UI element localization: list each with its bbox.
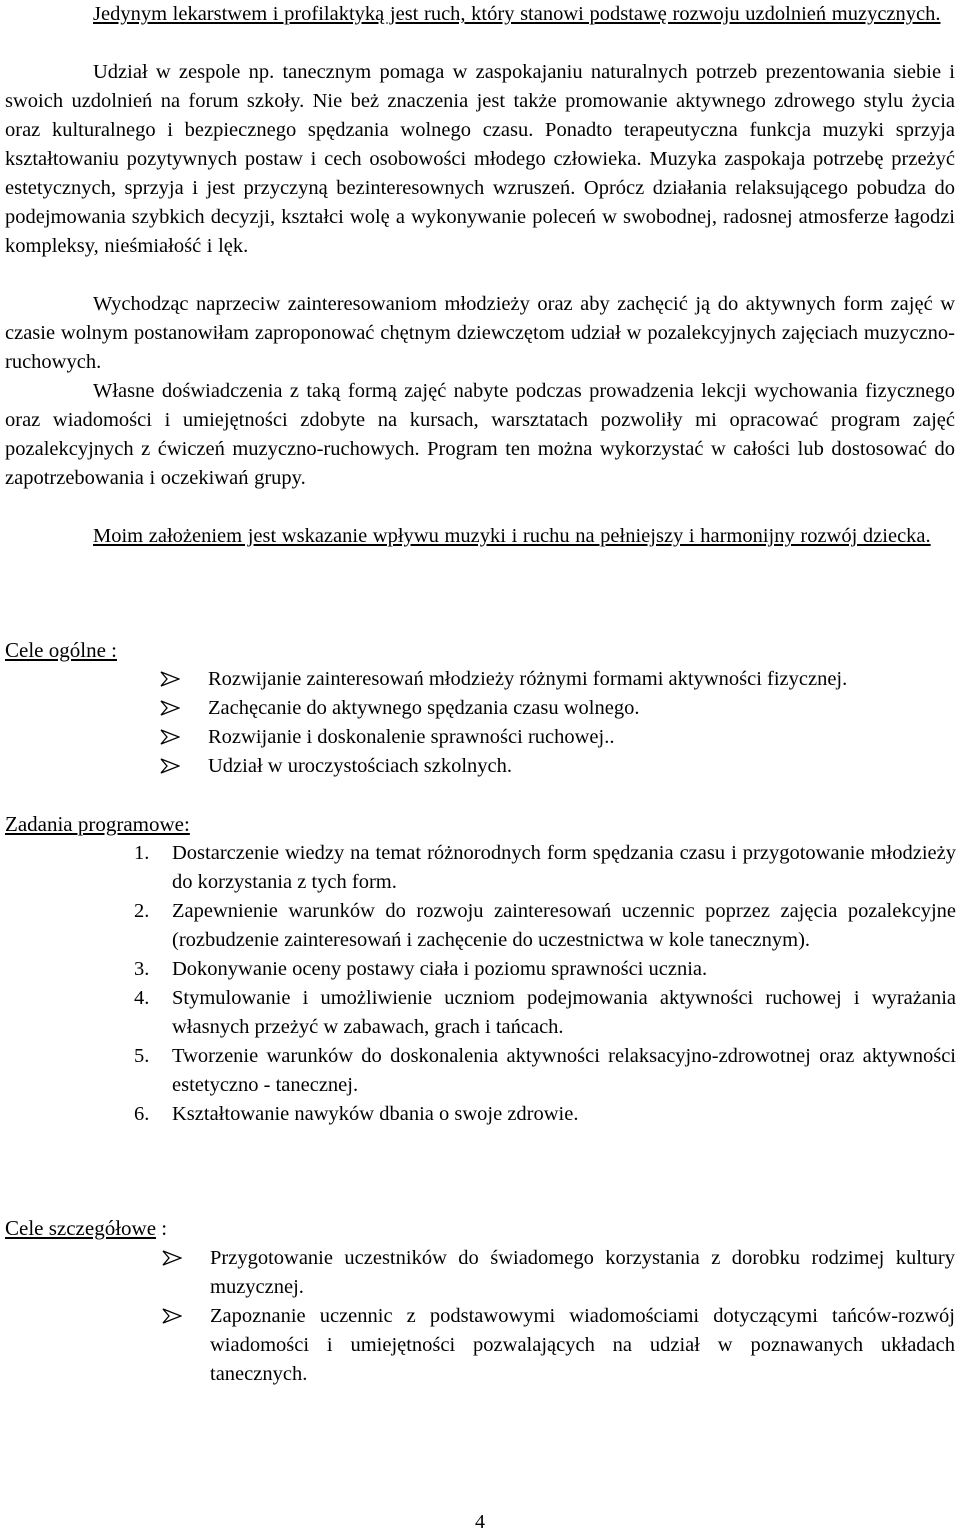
zadania-list [134, 839, 956, 1129]
zadania-heading: Zadania programowe: [5, 812, 190, 836]
list-item [134, 984, 956, 1042]
arrowhead-bullet-icon [160, 758, 180, 774]
intro-paragraph-2: Udział w zespole np. tanecznym pomaga w zaspokajaniu naturalnych potrzeb prezentowania siebie i swoich uzdolnień na forum szkoły. Nie beż znaczenia jest także promowanie aktywnego zdrowego stylu życia oraz kulturalnego i bezpiecznego spędzania wolnego czasu. Ponadto terapeutyczna funkcja muzyki sprzyja kształtowaniu pozytywnych postaw i cech osobowości młodego człowieka. Muzyka zaspokaja potrzebę przeżyć estetycznych, sprzyja i jest przyczyną bezinteresownych wzruszeń. Oprócz działania relaksującego pobudza do podejmowania szybkich decyzji, kształci wolę a wykonywanie poleceń w swobodnej, radosnej atmosferze łagodzi kompleksy, nieśmiałość i lęk. [5, 61, 955, 257]
list-item [134, 1100, 956, 1129]
list-item-text: Stymulowanie i umożliwienie uczniom podejmowania aktywności ruchowej i wyrażania własnych przeżyć w zabawach, grach i tańcach. [172, 987, 956, 1038]
cele-szczegolowe-heading-suffix: : [156, 1216, 168, 1240]
cele-szczegolowe-heading-text: Cele szczegółowe [5, 1216, 157, 1240]
intro-paragraph-1 [5, 0, 955, 29]
list-item-text: Dokonywanie oceny postawy ciała i poziomu sprawności ucznia. [172, 958, 708, 980]
intro-paragraph-1-text: Jedynym lekarstwem i profilaktyką jest ruch, który stanowi podstawę rozwoju uzdolnień muzycznych. [93, 3, 941, 25]
page-number: 4 [475, 1511, 485, 1533]
arrowhead-bullet-icon [162, 1250, 182, 1266]
list-item [134, 1042, 956, 1100]
list-item [160, 752, 955, 781]
list-item [134, 897, 956, 955]
intro-paragraph-3: Wychodząc naprzeciw zainteresowaniom młodzieży oraz aby zachęcić ją do aktywnych form zajęć w czasie wolnym postanowiłam zaproponować chętnym dziewczętom udział w pozalekcyjnych zajęciach muzyczno-ruchowych. [5, 293, 955, 373]
list-item-text: Rozwijanie zainteresowań młodzieży różnymi formami aktywności fizycznej. [208, 668, 848, 690]
list-item-number: 4. [134, 987, 150, 1009]
cele-ogolne-heading: Cele ogólne : [5, 638, 117, 662]
intro-paragraph-5 [5, 522, 955, 551]
list-item-text: Zachęcanie do aktywnego spędzania czasu wolnego. [208, 697, 640, 719]
list-item-text: Zapoznanie uczennic z podstawowymi wiadomościami dotyczącymi tańców-rozwój wiadomości i umiejętności pozwalających na udział w poznawanych układach tanecznych. [210, 1305, 955, 1385]
list-item [160, 665, 955, 694]
list-item-text: Kształtowanie nawyków dbania o swoje zdrowie. [172, 1103, 579, 1125]
list-item [160, 694, 955, 723]
list-item-number: 3. [134, 958, 150, 980]
arrowhead-bullet-icon [162, 1308, 182, 1324]
list-item-number: 6. [134, 1103, 150, 1125]
list-item-text: Tworzenie warunków do doskonalenia aktywności relaksacyjno-zdrowotnej oraz aktywności estetyczno - tanecznej. [172, 1045, 956, 1096]
list-item-number: 2. [134, 900, 150, 922]
intro-paragraph-4: Własne doświadczenia z taką formą zajęć nabyte podczas prowadzenia lekcji wychowania fizycznego oraz wiadomości i umiejętności zdobyte na kursach, warsztatach pozwoliły mi opracować program zajęć pozalekcyjnych z ćwiczeń muzyczno-ruchowych. Program ten można wykorzystać w całości lub dostosować do zapotrzebowania i oczekiwań grupy. [5, 380, 955, 489]
arrowhead-bullet-icon [160, 671, 180, 687]
list-item [162, 1244, 955, 1302]
cele-ogolne-list [160, 665, 955, 781]
list-item-number: 5. [134, 1045, 150, 1067]
list-item-text: Zapewnienie warunków do rozwoju zainteresowań uczennic poprzez zajęcia pozalekcyjne (rozbudzenie zainteresowań i zachęcenie do uczestnictwa w kole tanecznym). [172, 900, 956, 951]
list-item-text: Udział w uroczystościach szkolnych. [208, 755, 512, 777]
arrowhead-bullet-icon [160, 700, 180, 716]
intro-paragraph-5-text: Moim założeniem jest wskazanie wpływu muzyki i ruchu na pełniejszy i harmonijny rozwój dziecka. [93, 525, 931, 547]
list-item [162, 1302, 955, 1389]
cele-szczegolowe-heading [5, 1214, 167, 1243]
list-item [134, 839, 956, 897]
cele-szczegolowe-list [162, 1244, 955, 1389]
list-item-text: Rozwijanie i doskonalenie sprawności ruchowej.. [208, 726, 615, 748]
arrowhead-bullet-icon [160, 729, 180, 745]
list-item-text: Przygotowanie uczestników do świadomego korzystania z dorobku rodzimej kultury muzycznej. [210, 1247, 955, 1298]
list-item [134, 955, 956, 984]
list-item-text: Dostarczenie wiedzy na temat różnorodnych form spędzania czasu i przygotowanie młodzieży do korzystania z tych form. [172, 842, 956, 893]
list-item [160, 723, 955, 752]
list-item-number: 1. [134, 842, 150, 864]
